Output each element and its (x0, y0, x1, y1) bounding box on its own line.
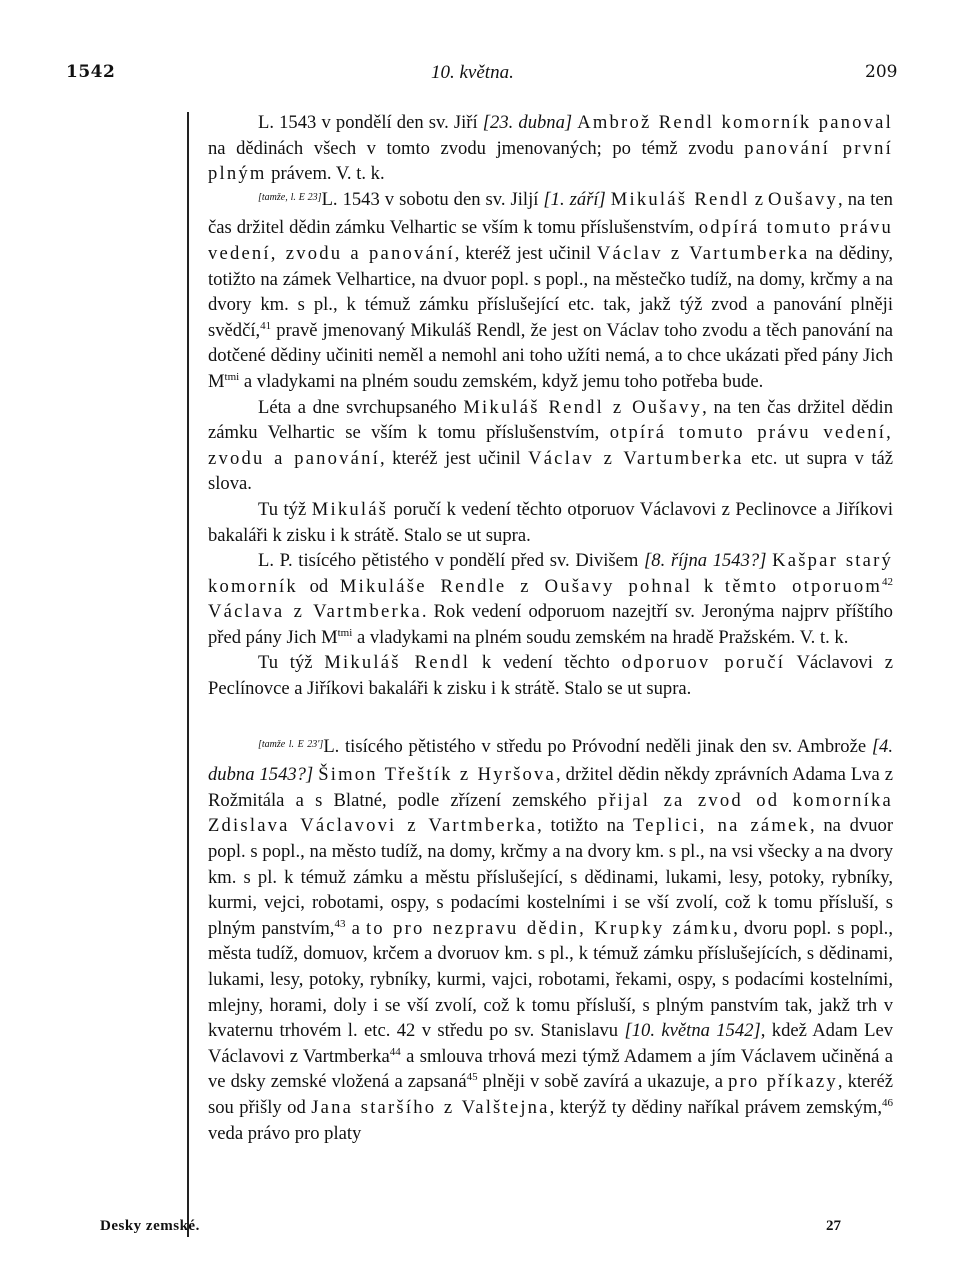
header-year: 1542 (66, 62, 116, 82)
body-text (208, 110, 893, 1146)
entry-paragraph-5: L. P. tisícého pětistého v pondělí před sv. Divišem [8. října 1543?] Kašpar starý komorník od Mikuláše Rendle z Oušavy pohnal k těmto otporuom$^{42}$ Václava z Vartmberka. Rok vedení odporuom nazejtří sv. Jeronýma najprv příštího před pány Jich $M^{tmi}$ a vladykami na plném soudu zemském na hradě Pražském. V. t. k. (208, 550, 894, 648)
footnote-ref: 43 (334, 917, 346, 930)
margin-note: [tamže, l. E 23] (258, 191, 322, 203)
entry-paragraph-7: [tamže l. E 23']L. tisícého pětistého v středu po Próvodní neděli jinak den sv. Ambrože [4. dubna 1543?] Šimon Třeštík z Hyršova, držitel dědin někdy zprávních Adama Lva z Rožmitála a s Blatné, podle zřízení zemského přijal za zvod od komorníka Zdislava Václavovi z Vartmberka, totižto na Teplici, na zámek, na dvuor popl. s popl., na město tudíž, na domy, krčmy a na dvory km. s pl., na vsi všecky a na dvory km. s pl. k témuž zámku a městu příslušející, s dědinami, lukami, lesy, potoky, rybníky, kurmi, vejci, robotami, ospy, s podacími kostelními i se vší zvolí, což k tomu přísluší, s plným panstvím,$^{43}$ a to pro nezpravu dědin, Krupky zámku, dvoru popl. s popl., města tudíž, domuov, krčem a dvoruov km. s pl., k témuž zámku příslušejících, s dědinami, lukami, lesy, potoky, rybníky, kurmi, vajci, robotami, řekami, ospy, s podacími kostelními, mlejny, horami, doly i se vší zvolí, což k tomu přísluší, s plným panstvím tak, jakž trh v kvaternu trhovém l. etc. 42 v středu po sv. Stanislavu [10. května 1542], kdež Adam Lev Václavovi z Vartmberka$^{44}$ a smlouva trhová mezi týmž Adamem a jím Václavem učiněná a ve dsky zemské vložená a zapsaná$^{45}$ plněji v sobě zavírá a ukazuje, a pro příkazy, kteréž sou přišly od Jana staršího z Valštejna, kterýž ty dědiny naříkal právem zemským,$^{46}$ veda právo pro platy (208, 735, 894, 1144)
footer-signature: 27 (826, 1218, 841, 1234)
entry-paragraph-2: [tamže, l. E 23]L. 1543 v sobotu den sv. Jiljí [1. září] Mikuláš Rendl z Oušavy, na ten čas držitel dědin zámku Velhartic se vším k tomu příslušenstvím, odpírá tomuto právu vedení, zvodu a panování, kteréž jest učinil Václav z Vartumberka na dědiny, totižto na zámek Velhartice, na dvuor popl. s popl., na městečko tudíž, na domy, krčmy a na dvory km. s pl., k témuž zámku příslušející etc. tak, jakž týž zvod a panování plněji svědčí,$^{41}$ pravě jmenovaný Mikuláš Rendl, že jest on Václav toho zvodu a těch panování na dotčené dědiny učiniti neměl a nemohl ani toho užíti nemá, a to chce ukázati před pány Jich $M^{tmi}$ a vladykami na plném soudu zemském, když jemu toho potřeba bude. (208, 188, 893, 392)
header-page-number: 209 (865, 62, 898, 82)
entry-paragraph-4: Tu týž Mikuláš poručí k vedení těchto otporuov Václavovi z Peclinovce a Jiříkovi bakaláři k zisku i k strátě. Stalo se ut supra. (208, 498, 894, 546)
entry-paragraph-3: Léta a dne svrchupsaného Mikuláš Rendl z Oušavy, na ten čas držitel dědin zámku Velhartic se vším k tomu příslušenstvím, otpírá tomuto právu vedení, zvodu a panování, kteréž jest učinil Václav z Vartumberka etc. ut supra v táž slova. (208, 396, 893, 495)
footnote-ref: 42 (882, 575, 894, 588)
footnote-ref: 41 (260, 319, 272, 332)
header-date: 10. května. (431, 62, 514, 83)
footnote-ref: 45 (466, 1071, 478, 1084)
footnote-ref: 46 (882, 1096, 893, 1109)
footnote-ref: 44 (389, 1045, 401, 1058)
footer-title: Desky zemské. (100, 1218, 200, 1234)
entry-paragraph-6: Tu týž Mikuláš Rendl k vedení těchto odporuov poručí Václavovi z Peclínovce a Jiříkovi bakaláři k zisku i k strátě. Stalo se ut supra. (208, 652, 894, 700)
entry-paragraph-1: L. 1543 v pondělí den sv. Jiří [23. dubna] Ambrož Rendl komorník panoval na dědinách všech v tomto zvodu jmenovaných; po témž zvodu panování první plným právem. V. t. k. (208, 112, 893, 185)
margin-rule (187, 112, 189, 1237)
margin-note: [tamže l. E 23'] (258, 738, 324, 750)
